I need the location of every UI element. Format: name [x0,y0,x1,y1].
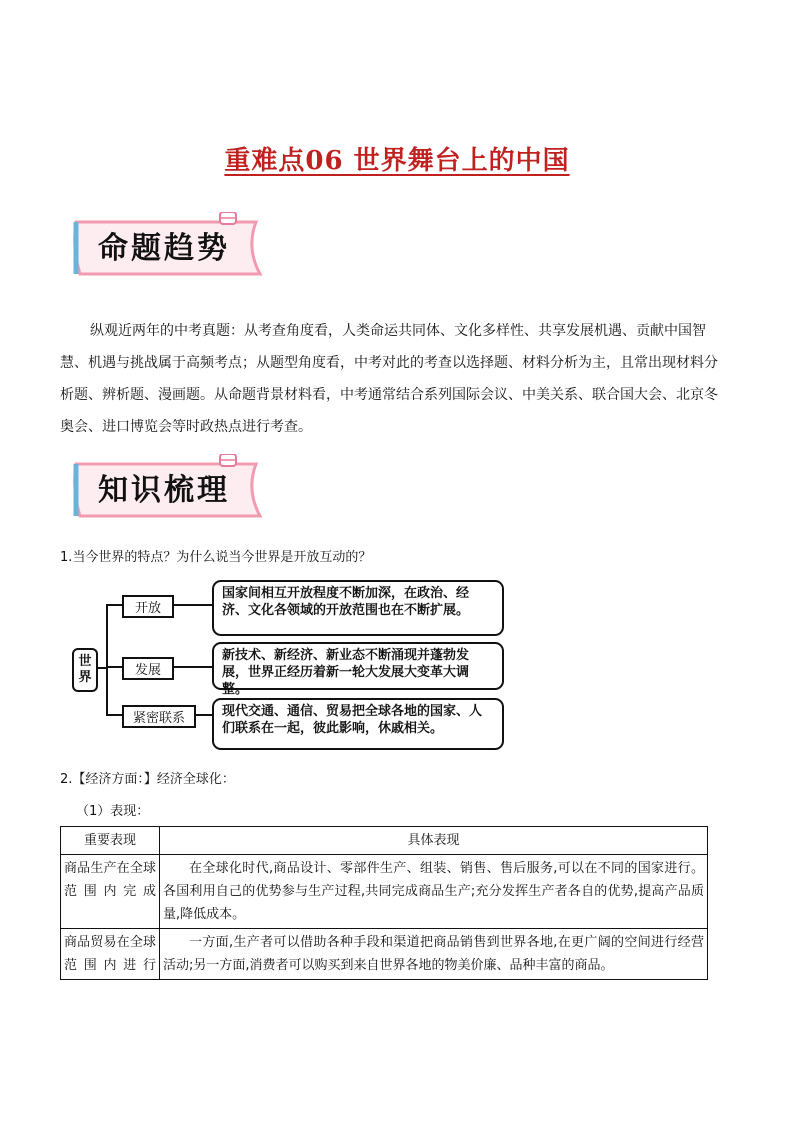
table-cell-detail: 在全球化时代,商品设计、零部件生产、组装、销售、售后服务,可以在不同的国家进行。各国利用自己的优势参与生产过程,共同完成商品生产;充分发挥生产者各自的优势,提高产品质量,降低成本。 [160,855,708,929]
banner-trend-label: 命题趋势 [98,231,230,266]
banner-knowledge-label: 知识梳理 [98,473,230,508]
question-1: 1.当今世界的特点？为什么说当今世界是开放互动的？ [60,550,372,565]
table-header-cell: 具体表现 [160,827,708,855]
trend-paragraph: 纵观近两年的中考真题：从考查角度看，人类命运共同体、文化多样性、共享发展机遇、贡献中国智慧、机遇与挑战属于高频考点；从题型角度看，中考对此的考查以选择题、材料分析为主，且常出现材料分析题、辨析题、漫画题。从命题背景材料看，中考通常结合系列国际会议、中美关系、联合国大会、北京冬奥会、进口博览会等时政热点进行考查。 [60,323,718,435]
page-title: 重难点06 世界舞台上的中国 [224,146,570,176]
section-banner-knowledge [70,454,266,518]
connector-line [172,666,212,668]
table-row [61,855,708,929]
table-cell-label: 商品生产在全球范围内完成 [61,855,160,929]
connector-line [172,604,212,606]
table-cell-label: 商品贸易在全球范围内进行 [61,929,160,980]
table-row [61,929,708,980]
connector-line [106,714,122,716]
subsection-1-heading: （1）表现： [76,804,150,819]
mindmap-desc-develop: 新技术、新经济、新业态不断涌现并蓬勃发展，世界正经历着新一轮大发展大变革大调整。 [212,642,504,690]
globalization-table [60,826,708,980]
table-header-row [61,827,708,855]
section-2-heading: 2.【经济方面：】经济全球化： [60,772,235,787]
table-header-cell: 重要表现 [61,827,160,855]
mindmap-branch-develop: 发展 [122,657,174,680]
mindmap-branch-open: 开放 [122,595,174,618]
mindmap-root-char: 界 [78,670,92,685]
connector-line [194,714,212,716]
table-cell-detail: 一方面,生产者可以借助各种手段和渠道把商品销售到世界各地,在更广阔的空间进行经营活动;另一方面,消费者可以购买到来自世界各地的物美价廉、品种丰富的商品。 [160,929,708,980]
mindmap-root [72,648,98,692]
mindmap-world-features [72,578,512,754]
mindmap-desc-open: 国家间相互开放程度不断加深，在政治、经济、文化各领域的开放范围也在不断扩展。 [212,580,504,636]
section-banner-trend [70,212,266,276]
mindmap-root-char: 世 [78,654,92,669]
connector-line [106,666,122,668]
mindmap-branch-connect: 紧密联系 [122,705,196,728]
mindmap-desc-connect: 现代交通、通信、贸易把全球各地的国家、人们联系在一起，彼此影响，休戚相关。 [212,698,504,750]
connector-line [106,604,108,716]
connector-line [106,604,122,606]
